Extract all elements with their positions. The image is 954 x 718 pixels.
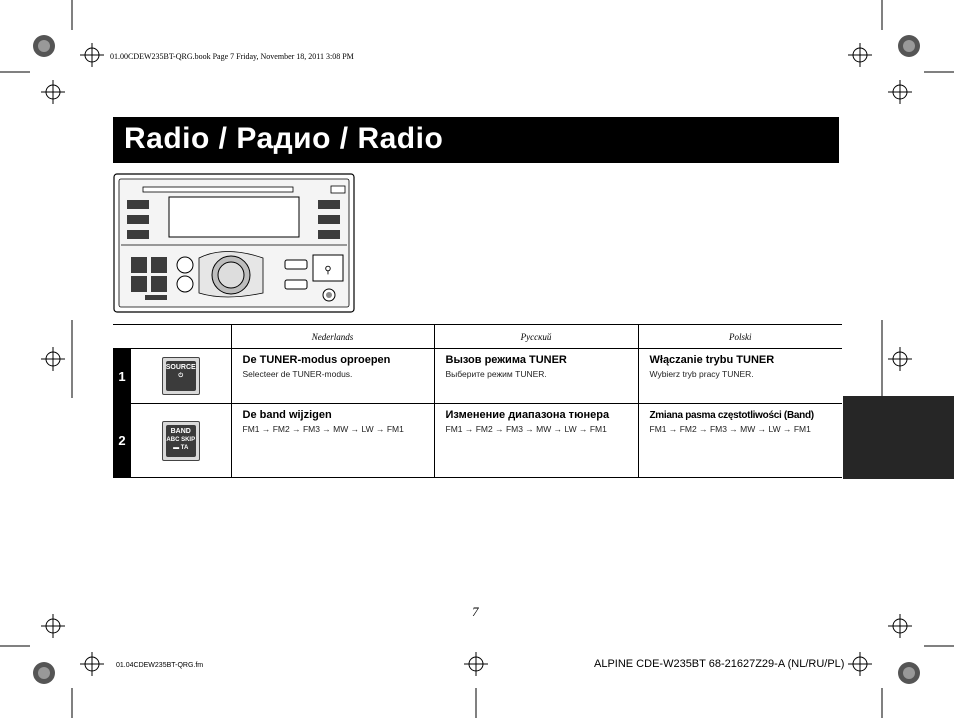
step-cell-ru <box>434 404 638 478</box>
step-button-cell <box>131 404 231 478</box>
step-description: Selecteer de TUNER-modus. <box>242 369 353 379</box>
svg-text:⚲: ⚲ <box>324 265 332 276</box>
column-header-ru: Русский <box>434 325 638 349</box>
step-cell-nl <box>231 404 434 478</box>
table-row <box>113 404 842 478</box>
column-header-nl: Nederlands <box>231 325 434 349</box>
button-label: SOURCE <box>165 364 196 371</box>
color-target-icon <box>33 35 55 57</box>
step-heading: Вызов режима TUNER <box>445 354 567 366</box>
step-number: 1 <box>113 349 131 404</box>
page-title: Radio / Радио / Radio <box>124 122 444 155</box>
crosshair-mark-icon <box>41 347 65 371</box>
crosshair-mark-icon <box>848 652 872 676</box>
crosshair-mark-icon <box>888 614 912 638</box>
step-heading: Włączanie trybu TUNER <box>649 354 775 366</box>
step-button-cell <box>131 349 231 404</box>
blank-header-cell <box>113 325 231 349</box>
step-description: FM1 → FM2 → FM3 → MW → LW → FM1 <box>445 424 607 434</box>
crosshair-mark-icon <box>41 80 65 104</box>
color-target-icon <box>33 662 55 684</box>
title-bar <box>113 117 839 163</box>
color-target-icon <box>898 662 920 684</box>
crosshair-mark-icon <box>80 43 104 67</box>
button-label: BAND <box>170 427 191 435</box>
crosshair-mark-icon <box>464 652 488 676</box>
head-unit-illustration-icon <box>113 173 355 313</box>
crosshair-mark-icon <box>888 80 912 104</box>
step-cell-pl <box>638 349 842 404</box>
step-heading: Zmiana pasma częstotliwości (Band) <box>649 410 814 421</box>
column-header-pl: Polski <box>638 325 842 349</box>
step-cell-pl <box>638 404 842 478</box>
step-heading: De TUNER-modus oproepen <box>242 354 391 366</box>
step-number: 2 <box>113 404 131 478</box>
book-header-line: 01.00CDEW235BT-QRG.book Page 7 Friday, November 18, 2011 3:08 PM <box>110 52 354 61</box>
step-description: FM1 → FM2 → FM3 → MW → LW → FM1 <box>242 424 404 434</box>
crosshair-mark-icon <box>41 614 65 638</box>
step-cell-ru <box>434 349 638 404</box>
page-number: 7 <box>472 604 479 619</box>
power-icon: ⏻ <box>178 373 184 379</box>
step-heading: De band wijzigen <box>242 409 332 421</box>
table-header-row <box>113 325 842 349</box>
source-power-button-icon <box>162 357 200 395</box>
steps-table <box>113 324 842 478</box>
button-sublabel: ABC SKIP <box>166 436 196 443</box>
step-description: FM1 → FM2 → FM3 → MW → LW → FM1 <box>649 424 811 434</box>
band-button-icon <box>162 421 200 461</box>
footer-file-name: 01.04CDEW235BT-QRG.fm <box>116 662 204 669</box>
button-sublabel-ta: ▬ TA <box>173 444 189 451</box>
step-description: Выберите режим TUNER. <box>445 369 547 379</box>
step-description: Wybierz tryb pracy TUNER. <box>649 369 754 379</box>
table-row <box>113 349 842 404</box>
step-cell-nl <box>231 349 434 404</box>
color-target-icon <box>898 35 920 57</box>
section-side-tab <box>843 396 954 479</box>
step-heading: Изменение диапазона тюнера <box>445 409 610 421</box>
footer-model-line: ALPINE CDE-W235BT 68-21627Z29-A (NL/RU/PL) <box>594 658 845 670</box>
crosshair-mark-icon <box>888 347 912 371</box>
crosshair-mark-icon <box>80 652 104 676</box>
crosshair-mark-icon <box>848 43 872 67</box>
